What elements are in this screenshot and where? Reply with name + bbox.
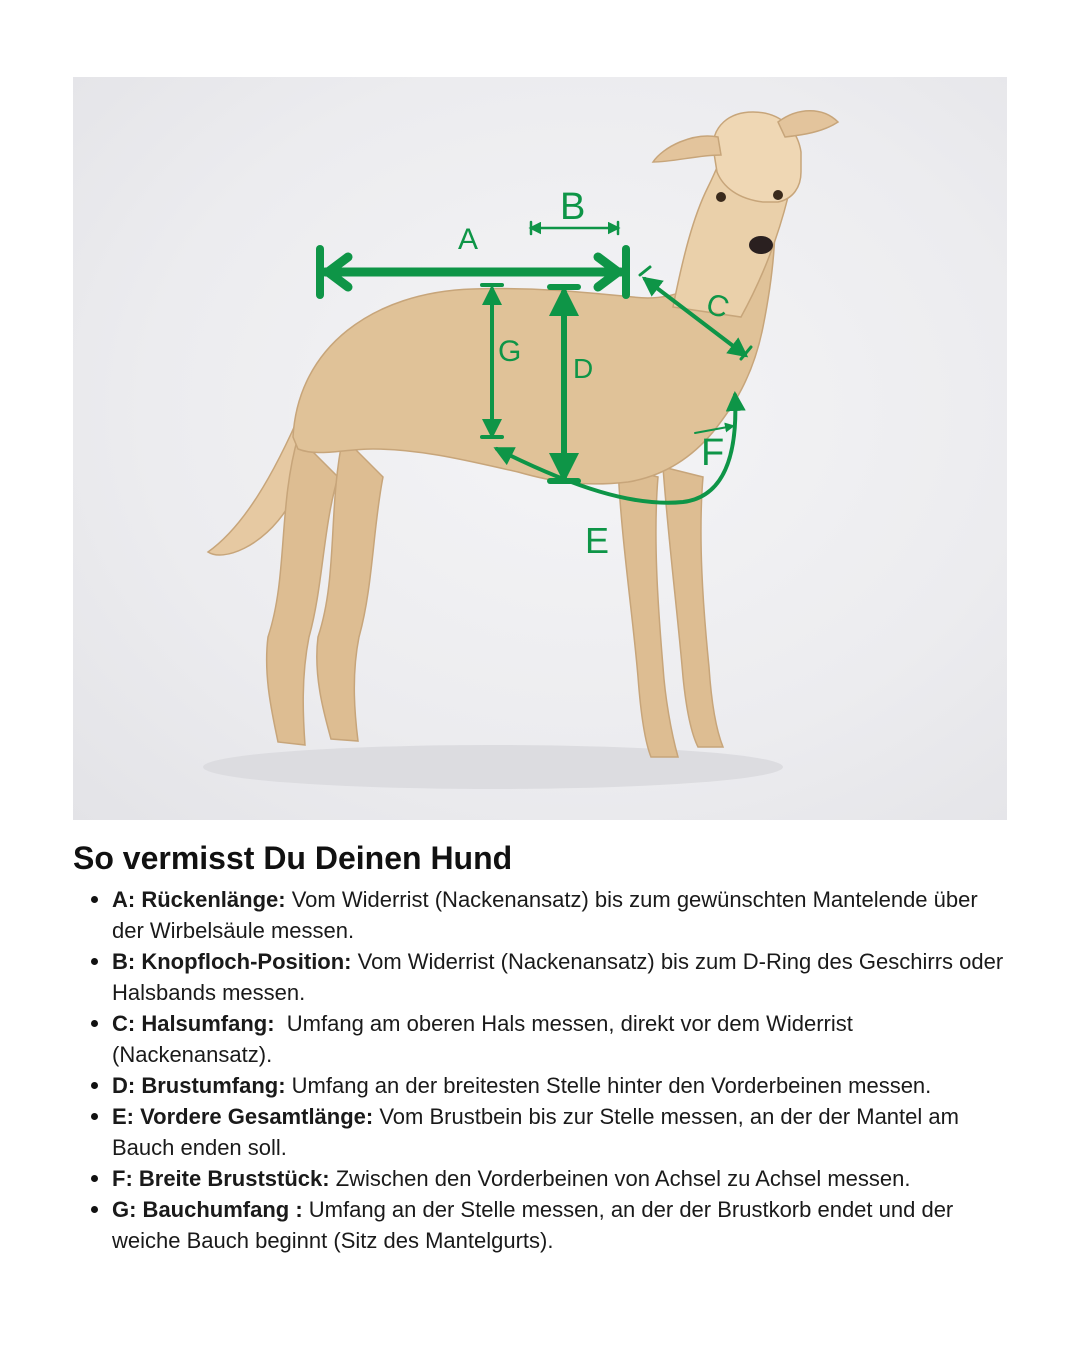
item-text: Umfang am oberen Hals messen, direkt vor dem Widerrist (Nackenansatz).: [112, 1011, 859, 1067]
item-text: Umfang an der Stelle messen, an der der Brustkorb endet und der weiche Bauch beginnt (Sitz des Mantelgurts).: [112, 1197, 954, 1253]
dog-illustration: [208, 111, 838, 757]
item-text: Vom Widerrist (Nackenansatz) bis zum gewünschten Mantelende über der Wirbelsäule messen.: [112, 887, 978, 943]
list-item: [112, 1101, 1012, 1163]
item-term: E: Vordere Gesamtlänge:: [112, 1104, 374, 1129]
list-item: [112, 884, 1012, 946]
list-item: [112, 1194, 1012, 1256]
item-term: C: Halsumfang:: [112, 1011, 275, 1036]
dog-measurement-photo: [73, 77, 1007, 820]
item-text: Umfang an der breitesten Stelle hinter den Vorderbeinen messen.: [285, 1073, 932, 1098]
item-term: F: Breite Bruststück:: [112, 1166, 330, 1191]
label-c: C: [702, 287, 733, 326]
item-term: A: Rückenlänge:: [112, 887, 286, 912]
list-item: [112, 1163, 1012, 1194]
label-g: G: [498, 335, 522, 368]
label-f: F: [701, 432, 725, 474]
item-term: G: Bauchumfang :: [112, 1197, 303, 1222]
list-item: [112, 946, 1012, 1008]
item-text: Vom Widerrist (Nackenansatz) bis zum D-Ring des Geschirrs oder Halsbands messen.: [112, 949, 1004, 1005]
item-term: B: Knopfloch-Position:: [112, 949, 352, 974]
label-d: D: [573, 353, 594, 384]
measurement-list: [112, 884, 1012, 1256]
label-b: B: [560, 186, 586, 228]
item-term: D: Brustumfang:: [112, 1073, 286, 1098]
item-text: Zwischen den Vorderbeinen von Achsel zu Achsel messen.: [329, 1166, 911, 1191]
list-item: [112, 1070, 1012, 1101]
dog-diagram: [73, 77, 1007, 820]
list-item: [112, 1008, 1012, 1070]
label-e: E: [585, 520, 610, 561]
label-a: A: [458, 223, 479, 256]
item-text: Vom Brustbein bis zur Stelle messen, an der der Mantel am Bauch enden soll.: [112, 1104, 959, 1160]
floor-shadow: [203, 745, 783, 789]
page-title: So vermisst Du Deinen Hund: [73, 840, 513, 876]
